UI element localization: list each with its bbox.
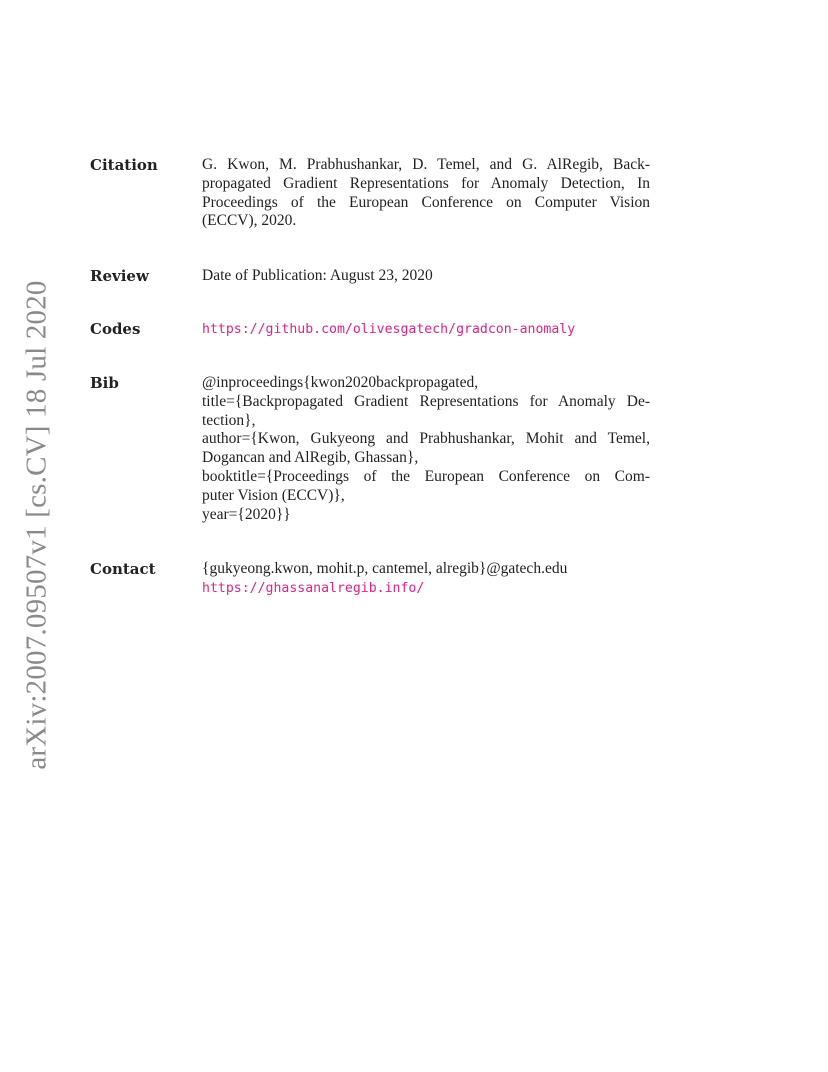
contact-row <box>90 560 650 599</box>
bibtex-line: @inproceedings{kwon2020backpropagated, <box>202 374 479 391</box>
codes-value <box>202 320 650 340</box>
bibtex-entry <box>202 374 650 524</box>
bibtex-line: author={Kwon, Gukyeong and Prabhushankar, Mohit and Temel, <box>202 430 650 448</box>
review-date: Date of Publication: August 23, 2020 <box>202 267 433 284</box>
citation-line: (ECCV), 2020. <box>202 212 297 230</box>
codes-row <box>90 320 650 340</box>
contact-details <box>202 560 650 599</box>
bib-label: Bib <box>90 374 119 392</box>
arxiv-identifier-stamp: arXiv:2007.09507v1 [cs.CV] 18 Jul 2020 <box>20 280 53 770</box>
review-label: Review <box>90 267 149 285</box>
review-row <box>90 267 650 286</box>
citation-line: G. Kwon, M. Prabhushankar, D. Temel, and G. AlRegib, Back- <box>202 156 650 173</box>
bib-row <box>90 374 650 524</box>
citation-text <box>202 156 650 231</box>
citation-line: propagated Gradient Representations for Anomaly Detection, In <box>202 174 650 192</box>
bibtex-line: title={Backpropagated Gradient Representations for Anomaly De- <box>202 392 650 410</box>
bibtex-line: puter Vision (ECCV)}, <box>202 486 345 504</box>
contact-label: Contact <box>90 560 156 578</box>
codes-label: Codes <box>90 320 141 338</box>
bibtex-line: booktitle={Proceedings of the European Conference on Com- <box>202 467 650 485</box>
bibtex-line: tection}, <box>202 411 256 429</box>
lab-website-link[interactable]: https://ghassanalregib.info/ <box>202 580 425 596</box>
bibtex-line: Dogancan and AlRegib, Ghassan}, <box>202 449 419 467</box>
citation-row <box>90 156 650 231</box>
contact-emails: {gukyeong.kwon, mohit.p, cantemel, alregib}@gatech.edu <box>202 560 568 577</box>
citation-line: Proceedings of the European Conference on Computer Vision <box>202 193 650 211</box>
bibtex-line: year={2020}} <box>202 505 291 523</box>
citation-label: Citation <box>90 156 158 174</box>
github-repo-link[interactable]: https://github.com/olivesgatech/gradcon-anomaly <box>202 322 576 337</box>
